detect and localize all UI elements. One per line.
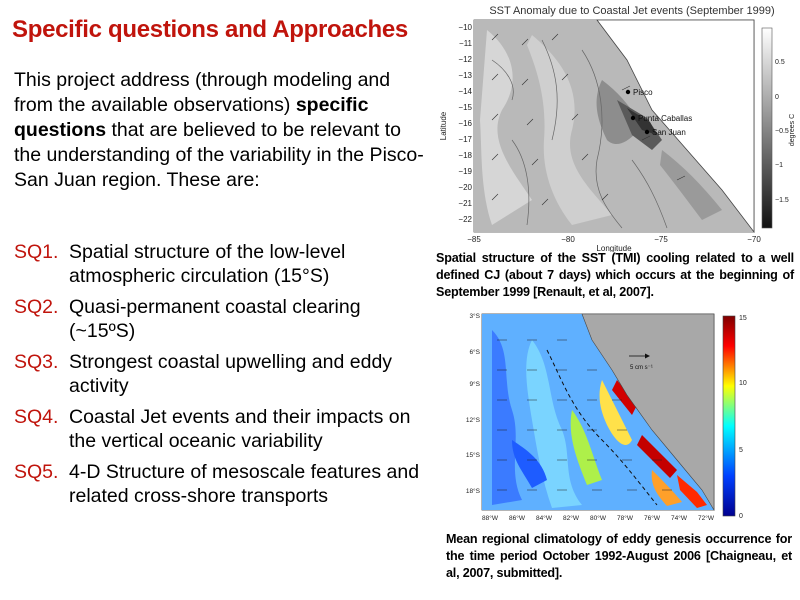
- question-item: [14, 295, 424, 343]
- x-tick-label: 86°W: [509, 515, 525, 522]
- map-colorbar: [762, 28, 772, 228]
- y-axis-label: Latitude: [439, 111, 448, 141]
- x-tick-label: −80: [561, 235, 575, 244]
- map-title: SST Anomaly due to Coastal Jet events (September 1999): [489, 5, 775, 17]
- x-tick-label: 80°W: [590, 515, 606, 522]
- colorbar-tick-label: 5: [739, 447, 743, 454]
- question-text: Strongest coastal upwelling and eddy activity: [69, 351, 393, 397]
- y-tick-label: −12: [458, 55, 472, 64]
- figure1-caption: Spatial structure of the SST (TMI) cooling related to a well defined CJ (about 7 days) which occurs at the beginning of September 1999 [Renault, et al, 2007].: [436, 251, 794, 299]
- question-text: Coastal Jet events and their impacts on the vertical oceanic variability: [69, 406, 411, 452]
- x-tick-label: −85: [467, 235, 481, 244]
- y-tick-label: −16: [458, 119, 472, 128]
- question-text: Spatial structure of the low-level atmospheric circulation (15°S): [69, 241, 346, 287]
- x-tick-label: 78°W: [617, 515, 633, 522]
- colorbar-label: degrees C: [789, 113, 796, 147]
- colorbar-tick-label: 0.5: [775, 59, 785, 66]
- question-item: [14, 460, 424, 508]
- place-label: San Juan: [652, 128, 686, 137]
- colorbar-ticks: [739, 315, 747, 520]
- y-tick-label: −13: [458, 71, 472, 80]
- colorbar-ticks: [775, 59, 789, 204]
- y-tick-label: −17: [458, 135, 472, 144]
- question-number: SQ5.: [14, 461, 59, 483]
- y-axis: [458, 23, 472, 224]
- place-label: Pisco: [633, 88, 653, 97]
- y-tick-label: −14: [458, 87, 472, 96]
- intro-paragraph: [14, 68, 424, 193]
- question-number: SQ3.: [14, 351, 59, 373]
- question-text: Quasi-permanent coastal clearing (~15ºS): [69, 296, 361, 342]
- question-number: SQ2.: [14, 296, 59, 318]
- y-tick-label: −11: [459, 39, 472, 48]
- y-tick-label: 3°S: [469, 313, 480, 320]
- x-axis: [482, 514, 715, 522]
- y-tick-label: 18°S: [465, 488, 480, 495]
- y-tick-label: 12°S: [465, 417, 480, 424]
- y-tick-label: −10: [458, 23, 472, 32]
- y-tick-label: 6°S: [469, 349, 480, 356]
- question-item: [14, 240, 424, 288]
- intro-text-1: This project address (through modeling and from the available observations): [14, 69, 391, 116]
- intro-text-2: that are believed to be relevant to the understanding of the variability in the Pisco-San Juan region. These are:: [14, 119, 424, 191]
- y-axis: [466, 312, 481, 495]
- colorbar-tick-label: 10: [739, 380, 747, 387]
- y-tick-label: −20: [458, 183, 472, 192]
- slide-title: Specific questions and Approaches: [12, 16, 408, 43]
- question-number: SQ4.: [14, 406, 59, 428]
- eddy-colorbar: [723, 316, 735, 516]
- question-item: [14, 405, 424, 453]
- colorbar-tick-label: 0: [739, 513, 743, 520]
- y-tick-label: 9°S: [469, 381, 480, 388]
- question-text: 4-D Structure of mesoscale features and related cross-shore transports: [69, 461, 420, 507]
- y-tick-label: −15: [458, 103, 472, 112]
- question-number: SQ1.: [14, 241, 59, 263]
- question-item: [14, 350, 424, 398]
- colorbar-tick-label: −0.5: [775, 128, 789, 135]
- y-tick-label: −22: [458, 215, 472, 224]
- scale-arrow-label: 5 cm s⁻¹: [630, 365, 653, 371]
- colorbar-tick-label: 15: [739, 315, 747, 322]
- sst-anomaly-map: [432, 0, 800, 252]
- y-tick-label: −19: [458, 167, 472, 176]
- x-tick-label: 84°W: [536, 515, 552, 522]
- x-tick-label: −70: [747, 235, 761, 244]
- eddy-genesis-map: [452, 310, 762, 532]
- y-tick-label: −21: [458, 199, 472, 208]
- intro-bold: specific questions: [14, 94, 369, 141]
- x-tick-label: 82°W: [563, 515, 579, 522]
- y-tick-label: −18: [458, 151, 472, 160]
- place-label: Punta Caballas: [638, 114, 693, 123]
- x-axis-label: Longitude: [596, 244, 632, 252]
- x-tick-label: 74°W: [671, 515, 687, 522]
- colorbar-tick-label: −1.5: [775, 197, 789, 204]
- y-tick-label: 15°S: [465, 452, 480, 459]
- x-axis: [467, 235, 761, 244]
- figure2-caption: Mean regional climatology of eddy genesis occurrence for the time period October 1992-August 2006 [Chaigneau, et al, 2007, submitted].: [446, 532, 792, 580]
- questions-list: [14, 240, 424, 515]
- colorbar-tick-label: −1: [775, 162, 783, 169]
- x-tick-label: 76°W: [644, 515, 660, 522]
- colorbar-tick-label: 0: [775, 94, 779, 101]
- x-tick-label: 88°W: [482, 515, 498, 522]
- x-tick-label: 72°W: [698, 515, 714, 522]
- x-tick-label: −75: [654, 235, 668, 244]
